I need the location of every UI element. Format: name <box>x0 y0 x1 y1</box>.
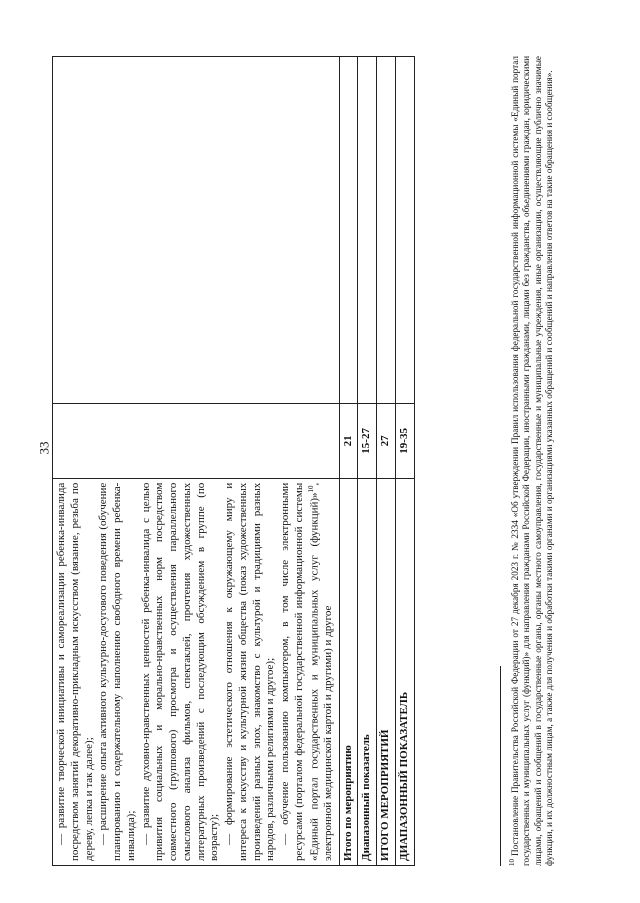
activity-item <box>279 483 336 861</box>
page-number: 33 <box>36 441 52 455</box>
footnote-ref: 10 <box>306 485 315 493</box>
footnote-text: Постановление Правительства Российской Федерации от 27 декабря 2023 г. № 2334 «Об утверждении Правил использования федеральной государственной информационной системы «Единый портал государственных и муниципальных услуг (функций)» для направления гражданами Российской Федерации, иностранными гражданами, лицами без гражданства, объединениями граждан, юридическими лицами, обращений и сообщений в государственные органы, органы местного самоуправления, государственные и муниципальные учреждения, иные организации, осуществляющие публично значимые функции, и их должностным лицам, а также для получения и обработки такими органами и организациями указанных обращений и сообщений и направления ответов на такие обращения и сообщения». <box>510 56 554 866</box>
empty-cell <box>377 57 396 404</box>
activities-table <box>52 56 415 866</box>
sheet <box>40 26 600 876</box>
activity-item: — развитие творческой инициативы и самореализации ребенка-инвалида посредством занятий декоративно-прикладным искусством (вязание, резьба по дереву, лепка и так далее); <box>55 482 95 861</box>
rotated-page <box>40 26 600 876</box>
table-row <box>339 57 358 866</box>
table-row <box>395 57 414 866</box>
footnote <box>508 56 555 866</box>
activities-cell <box>53 478 340 865</box>
notes-cell <box>53 57 340 404</box>
table-row <box>53 57 340 866</box>
activity-item: — развитие духовно-нравственных ценностей ребенка-инвалида с целью привития социальных и морально-нравственных норм посредством совместного (группового) просмотра и осуществления параллельного смыслового анализа фильмов, спектаклей, прочтения художественных литературных произведений с последующим обсуждением в группе (по возрасту); <box>139 482 221 861</box>
range-label: Диапазонный показатель <box>358 478 377 865</box>
activity-text: — обучение пользованию компьютером, в том числе электронными ресурсами (порталом федеральной государственной информационной системы «Единый портал государственных и муниципальных услуг (функций)» <box>279 482 321 861</box>
empty-cell <box>339 57 358 404</box>
activity-text-tail: , электронной медицинской картой и другими) и другое <box>308 482 334 861</box>
empty-cell <box>395 57 414 404</box>
footnote-divider <box>500 666 501 866</box>
grand-range-label: ДИАПАЗОННЫЙ ПОКАЗАТЕЛЬ <box>395 478 414 865</box>
empty-cell <box>358 57 377 404</box>
grand-range-value: 19-35 <box>395 404 414 479</box>
total-value: 21 <box>339 404 358 479</box>
total-label: Итого по мероприятию <box>339 478 358 865</box>
activity-item: — формирование эстетического отношения к окружающему миру и интереса к искусству и культурной жизни общества (показ художественных произведений разных эпох, знакомство с культурой и традициями разных народов, различными религиями и другое); <box>223 482 277 861</box>
table-row <box>377 57 396 866</box>
grand-total-value: 27 <box>377 404 396 479</box>
grand-total-label: ИТОГО МЕРОПРИЯТИЙ <box>377 478 396 865</box>
table-row <box>358 57 377 866</box>
range-value: 15-27 <box>358 404 377 479</box>
value-cell <box>53 404 340 479</box>
footnote-marker: 10 <box>508 859 516 866</box>
activity-item: — расширение опыта активного культурно-досугового поведения (обучение планированию и содержательному наполнению свободного времени ребенка-инвалида); <box>97 482 137 861</box>
